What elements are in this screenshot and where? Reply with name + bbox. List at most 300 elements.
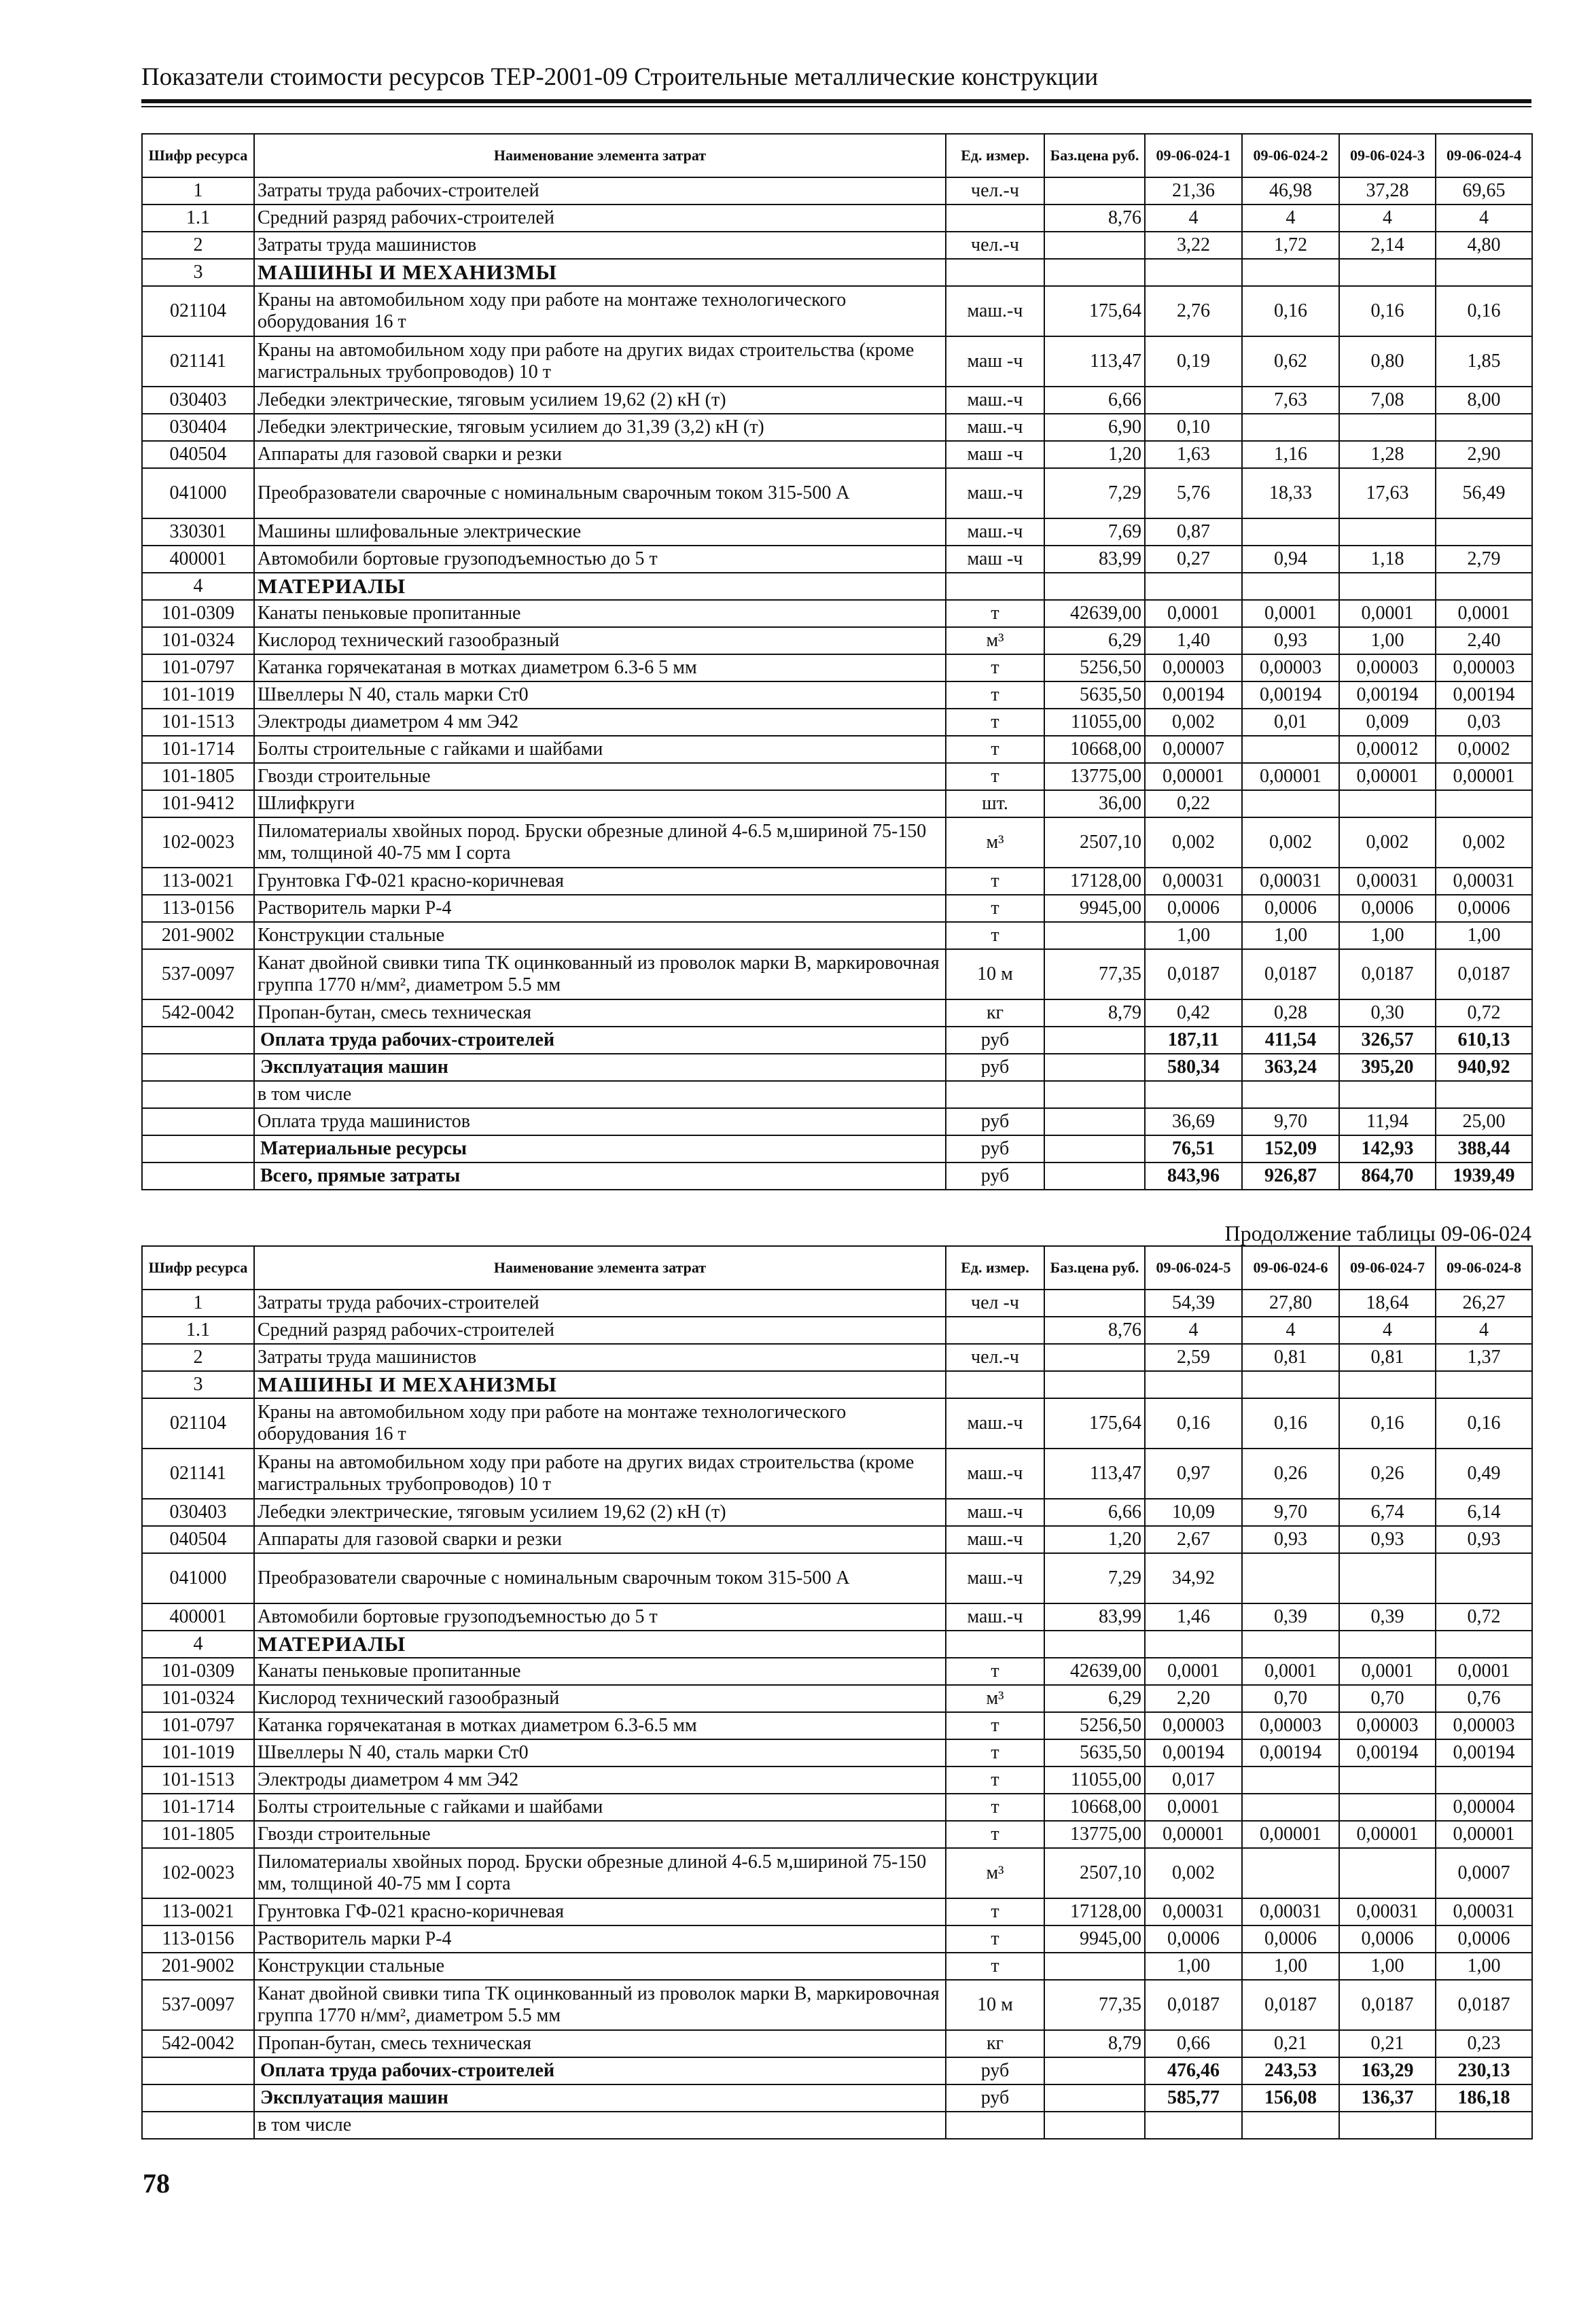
cell-value-1: 0,0187 xyxy=(1145,949,1242,999)
cell-price xyxy=(1044,177,1145,205)
header-col-3: 09-06-024-3 xyxy=(1339,134,1436,177)
cell-value-2: 0,00001 xyxy=(1242,763,1339,790)
cell-value-1: 76,51 xyxy=(1145,1135,1242,1162)
cell-value-2: 1,00 xyxy=(1242,922,1339,949)
cell-value-3: 864,70 xyxy=(1339,1162,1436,1190)
cell-value-2: 0,0001 xyxy=(1242,600,1339,627)
table-row xyxy=(142,868,1532,895)
cell-value-1 xyxy=(1145,1631,1242,1658)
cell-unit: т xyxy=(946,763,1044,790)
cell-value-2: 0,21 xyxy=(1242,2030,1339,2057)
table-row xyxy=(142,1108,1532,1135)
cell-name: Затраты труда машинистов xyxy=(254,1344,946,1371)
table-row xyxy=(142,573,1532,600)
table-row xyxy=(142,949,1532,999)
cell-value-2 xyxy=(1242,736,1339,763)
cell-value-1: 0,0001 xyxy=(1145,600,1242,627)
table-row xyxy=(142,468,1532,518)
table-header-row xyxy=(142,134,1532,177)
cell-code: 101-1714 xyxy=(142,1794,254,1821)
cell-unit: маш -ч xyxy=(946,441,1044,468)
cell-price: 5635,50 xyxy=(1044,1739,1145,1766)
table-row xyxy=(142,1054,1532,1081)
header-unit: Ед. измер. xyxy=(946,134,1044,177)
table-row xyxy=(142,232,1532,259)
cell-price xyxy=(1044,1162,1145,1190)
cell-value-1: 2,76 xyxy=(1145,286,1242,336)
cell-name: Кислород технический газообразный xyxy=(254,1685,946,1712)
cell-unit xyxy=(946,1081,1044,1108)
cell-value-1: 187,11 xyxy=(1145,1027,1242,1054)
cell-value-2: 4 xyxy=(1242,1317,1339,1344)
cell-value-4: 0,00001 xyxy=(1436,1821,1532,1848)
cell-code: 021141 xyxy=(142,336,254,387)
table-row xyxy=(142,1553,1532,1603)
cell-price: 8,76 xyxy=(1044,205,1145,232)
cell-code xyxy=(142,2112,254,2139)
cell-value-1: 0,002 xyxy=(1145,709,1242,736)
cell-value-4: 0,0187 xyxy=(1436,949,1532,999)
cell-price: 7,29 xyxy=(1044,468,1145,518)
cell-value-1: 0,22 xyxy=(1145,790,1242,817)
table-row xyxy=(142,654,1532,681)
cell-value-2: 152,09 xyxy=(1242,1135,1339,1162)
cell-value-3 xyxy=(1339,1631,1436,1658)
cell-price: 9945,00 xyxy=(1044,1925,1145,1953)
cell-value-4: 0,00194 xyxy=(1436,1739,1532,1766)
cell-code xyxy=(142,2057,254,2084)
cell-value-4: 0,00001 xyxy=(1436,763,1532,790)
cell-value-1: 843,96 xyxy=(1145,1162,1242,1190)
cell-value-1: 0,27 xyxy=(1145,546,1242,573)
cell-value-3: 1,00 xyxy=(1339,1953,1436,1980)
cell-price: 11055,00 xyxy=(1044,709,1145,736)
table-row xyxy=(142,1898,1532,1925)
cell-value-1: 476,46 xyxy=(1145,2057,1242,2084)
cell-name: Затраты труда машинистов xyxy=(254,232,946,259)
cell-unit xyxy=(946,205,1044,232)
cell-unit: т xyxy=(946,600,1044,627)
cell-value-2: 0,0187 xyxy=(1242,1980,1339,2030)
cell-price: 6,66 xyxy=(1044,387,1145,414)
cell-value-2 xyxy=(1242,1766,1339,1794)
cell-unit: маш.-ч xyxy=(946,1526,1044,1553)
cell-name: Грунтовка ГФ-021 красно-коричневая xyxy=(254,1898,946,1925)
cell-value-3 xyxy=(1339,790,1436,817)
cell-price xyxy=(1044,922,1145,949)
cell-value-2: 0,00003 xyxy=(1242,1712,1339,1739)
cell-value-2: 0,0187 xyxy=(1242,949,1339,999)
table-row xyxy=(142,441,1532,468)
table-row xyxy=(142,2112,1532,2139)
cell-value-1: 4 xyxy=(1145,205,1242,232)
cell-value-2: 46,98 xyxy=(1242,177,1339,205)
cell-value-4: 8,00 xyxy=(1436,387,1532,414)
header-col-1: 09-06-024-5 xyxy=(1145,1246,1242,1290)
cell-value-3: 0,93 xyxy=(1339,1526,1436,1553)
cell-value-3: 18,64 xyxy=(1339,1290,1436,1317)
cell-value-2: 0,16 xyxy=(1242,1398,1339,1449)
cell-name: Оплата труда машинистов xyxy=(254,1108,946,1135)
header-col-2: 09-06-024-6 xyxy=(1242,1246,1339,1290)
cell-unit: т xyxy=(946,868,1044,895)
cell-value-4 xyxy=(1436,1631,1532,1658)
cell-unit: кг xyxy=(946,2030,1044,2057)
cell-value-2: 0,002 xyxy=(1242,817,1339,868)
cell-code: 537-0097 xyxy=(142,949,254,999)
cell-price: 42639,00 xyxy=(1044,600,1145,627)
cell-code: 101-0797 xyxy=(142,654,254,681)
header-name: Наименование элемента затрат xyxy=(254,134,946,177)
table-row xyxy=(142,627,1532,654)
cell-price xyxy=(1044,1108,1145,1135)
cell-code: 537-0097 xyxy=(142,1980,254,2030)
cell-value-3: 0,00194 xyxy=(1339,681,1436,709)
cell-price: 83,99 xyxy=(1044,546,1145,573)
cell-value-1: 0,017 xyxy=(1145,1766,1242,1794)
cell-value-1: 0,002 xyxy=(1145,1848,1242,1898)
cell-price xyxy=(1044,259,1145,286)
cell-code xyxy=(142,1135,254,1162)
cell-value-3 xyxy=(1339,1371,1436,1398)
table-row xyxy=(142,1980,1532,2030)
cell-price: 13775,00 xyxy=(1044,763,1145,790)
cell-value-1 xyxy=(1145,1371,1242,1398)
cell-unit: чел.-ч xyxy=(946,1344,1044,1371)
table-row xyxy=(142,546,1532,573)
table-row xyxy=(142,2030,1532,2057)
cell-price: 83,99 xyxy=(1044,1603,1145,1631)
cell-value-4: 2,90 xyxy=(1436,441,1532,468)
table-row xyxy=(142,205,1532,232)
table-row xyxy=(142,414,1532,441)
cell-price: 175,64 xyxy=(1044,286,1145,336)
cell-value-4: 0,002 xyxy=(1436,817,1532,868)
cell-code: 542-0042 xyxy=(142,2030,254,2057)
cell-value-1: 0,42 xyxy=(1145,999,1242,1027)
cell-price xyxy=(1044,2084,1145,2112)
page-number: 78 xyxy=(143,2168,170,2199)
cell-unit: маш -ч xyxy=(946,546,1044,573)
cell-price: 5256,50 xyxy=(1044,1712,1145,1739)
cell-value-2: 0,0006 xyxy=(1242,895,1339,922)
cell-value-3: 0,00003 xyxy=(1339,654,1436,681)
cell-unit: кг xyxy=(946,999,1044,1027)
cell-value-3 xyxy=(1339,518,1436,546)
cell-unit: руб xyxy=(946,1054,1044,1081)
cell-code: 201-9002 xyxy=(142,1953,254,1980)
cell-value-2: 0,94 xyxy=(1242,546,1339,573)
cell-value-4 xyxy=(1436,259,1532,286)
cell-name: Растворитель марки Р-4 xyxy=(254,1925,946,1953)
cell-value-3: 0,16 xyxy=(1339,286,1436,336)
cell-price: 6,29 xyxy=(1044,1685,1145,1712)
cell-value-1: 2,20 xyxy=(1145,1685,1242,1712)
cell-value-3 xyxy=(1339,414,1436,441)
cell-value-1: 10,09 xyxy=(1145,1499,1242,1526)
cell-price: 6,29 xyxy=(1044,627,1145,654)
cell-value-2: 0,00194 xyxy=(1242,681,1339,709)
cell-value-4: 0,00194 xyxy=(1436,681,1532,709)
table-row xyxy=(142,518,1532,546)
cell-value-2: 1,16 xyxy=(1242,441,1339,468)
cell-value-2: 0,01 xyxy=(1242,709,1339,736)
table-row xyxy=(142,259,1532,286)
cell-value-4 xyxy=(1436,1371,1532,1398)
cell-code: 101-0324 xyxy=(142,1685,254,1712)
cell-value-3: 0,80 xyxy=(1339,336,1436,387)
cell-value-4: 0,72 xyxy=(1436,1603,1532,1631)
header-col-1: 09-06-024-1 xyxy=(1145,134,1242,177)
cell-code: 040504 xyxy=(142,441,254,468)
cell-price xyxy=(1044,1290,1145,1317)
cell-price xyxy=(1044,1135,1145,1162)
cell-value-4: 26,27 xyxy=(1436,1290,1532,1317)
table-row xyxy=(142,922,1532,949)
cell-value-4: 1,85 xyxy=(1436,336,1532,387)
cell-unit xyxy=(946,1317,1044,1344)
cell-code: 102-0023 xyxy=(142,1848,254,1898)
cell-name: Электроды диаметром 4 мм Э42 xyxy=(254,1766,946,1794)
cell-value-1: 580,34 xyxy=(1145,1054,1242,1081)
cell-unit: руб xyxy=(946,2084,1044,2112)
cell-value-3 xyxy=(1339,1553,1436,1603)
cell-value-2 xyxy=(1242,518,1339,546)
cell-value-1: 0,0006 xyxy=(1145,1925,1242,1953)
cell-value-1: 1,00 xyxy=(1145,1953,1242,1980)
table-row xyxy=(142,1739,1532,1766)
cell-unit: маш.-ч xyxy=(946,518,1044,546)
cell-price xyxy=(1044,573,1145,600)
cell-value-1: 1,46 xyxy=(1145,1603,1242,1631)
cell-name: Средний разряд рабочих-строителей xyxy=(254,205,946,232)
cell-unit: руб xyxy=(946,1108,1044,1135)
cell-value-4: 0,93 xyxy=(1436,1526,1532,1553)
table-row xyxy=(142,387,1532,414)
cell-value-3: 0,009 xyxy=(1339,709,1436,736)
cell-value-3: 4 xyxy=(1339,1317,1436,1344)
cell-name: Шлифкруги xyxy=(254,790,946,817)
cell-code: 041000 xyxy=(142,468,254,518)
cell-code: 1.1 xyxy=(142,1317,254,1344)
cell-value-4: 2,40 xyxy=(1436,627,1532,654)
table-row xyxy=(142,1848,1532,1898)
cell-unit: т xyxy=(946,736,1044,763)
cell-unit: маш.-ч xyxy=(946,414,1044,441)
cell-value-4: 0,0187 xyxy=(1436,1980,1532,2030)
cell-unit xyxy=(946,1631,1044,1658)
cell-value-2 xyxy=(1242,790,1339,817)
cell-name: Краны на автомобильном ходу при работе на монтаже технологического оборудования 16 т xyxy=(254,1398,946,1449)
cell-value-1: 0,0001 xyxy=(1145,1794,1242,1821)
table-row xyxy=(142,1317,1532,1344)
cell-value-3: 0,16 xyxy=(1339,1398,1436,1449)
cell-value-3: 1,18 xyxy=(1339,546,1436,573)
cell-value-1: 1,00 xyxy=(1145,922,1242,949)
cell-value-3: 0,0001 xyxy=(1339,600,1436,627)
cell-price: 5635,50 xyxy=(1044,681,1145,709)
cell-unit: маш.-ч xyxy=(946,1398,1044,1449)
cell-value-4: 56,49 xyxy=(1436,468,1532,518)
cell-value-1: 1,63 xyxy=(1145,441,1242,468)
cell-price xyxy=(1044,2112,1145,2139)
cell-name: МАТЕРИАЛЫ xyxy=(254,1631,946,1658)
cell-value-2 xyxy=(1242,1081,1339,1108)
page-header: Показатели стоимости ресурсов ТЕР-2001-09 Строительные металлические конструкции xyxy=(141,63,1099,91)
cell-code: 101-0309 xyxy=(142,600,254,627)
cell-name: МАШИНЫ И МЕХАНИЗМЫ xyxy=(254,1371,946,1398)
cell-code: 101-1805 xyxy=(142,763,254,790)
table-row xyxy=(142,790,1532,817)
cell-unit: м³ xyxy=(946,1848,1044,1898)
cell-value-1: 0,97 xyxy=(1145,1449,1242,1499)
cell-code: 030403 xyxy=(142,387,254,414)
cell-name: Лебедки электрические, тяговым усилием 19,62 (2) кН (т) xyxy=(254,387,946,414)
cell-code: 021141 xyxy=(142,1449,254,1499)
cell-value-3: 37,28 xyxy=(1339,177,1436,205)
cell-unit: м³ xyxy=(946,627,1044,654)
cell-value-1: 0,0187 xyxy=(1145,1980,1242,2030)
table-row xyxy=(142,817,1532,868)
cell-value-3: 4 xyxy=(1339,205,1436,232)
cell-price: 10668,00 xyxy=(1044,1794,1145,1821)
cell-value-2: 0,93 xyxy=(1242,627,1339,654)
cell-code: 102-0023 xyxy=(142,817,254,868)
cell-name: Всего, прямые затраты xyxy=(254,1162,946,1190)
cell-price xyxy=(1044,1953,1145,1980)
cell-name: Пропан-бутан, смесь техническая xyxy=(254,999,946,1027)
cell-name: Конструкции стальные xyxy=(254,922,946,949)
cell-code: 113-0156 xyxy=(142,895,254,922)
cell-value-3: 0,00031 xyxy=(1339,1898,1436,1925)
cell-value-2: 0,62 xyxy=(1242,336,1339,387)
cell-value-1: 2,59 xyxy=(1145,1344,1242,1371)
cell-value-4: 0,72 xyxy=(1436,999,1532,1027)
cell-name: Материальные ресурсы xyxy=(254,1135,946,1162)
cell-name: Растворитель марки Р-4 xyxy=(254,895,946,922)
cell-name: Болты строительные с гайками и шайбами xyxy=(254,1794,946,1821)
cell-value-1: 0,00007 xyxy=(1145,736,1242,763)
cell-value-1: 0,87 xyxy=(1145,518,1242,546)
cell-price: 42639,00 xyxy=(1044,1658,1145,1685)
table-row xyxy=(142,2057,1532,2084)
cell-name: Пропан-бутан, смесь техническая xyxy=(254,2030,946,2057)
table-row xyxy=(142,336,1532,387)
cell-value-1: 0,00003 xyxy=(1145,1712,1242,1739)
table-row xyxy=(142,1449,1532,1499)
cell-code: 4 xyxy=(142,1631,254,1658)
cell-value-2: 0,00001 xyxy=(1242,1821,1339,1848)
cell-name: Краны на автомобильном ходу при работе на других видах строительства (кроме магистральных трубопроводов) 10 т xyxy=(254,1449,946,1499)
cell-code: 113-0156 xyxy=(142,1925,254,1953)
cell-value-3: 0,002 xyxy=(1339,817,1436,868)
cell-price: 2507,10 xyxy=(1044,817,1145,868)
cell-unit: чел.-ч xyxy=(946,177,1044,205)
cell-code: 113-0021 xyxy=(142,868,254,895)
cell-value-1: 0,16 xyxy=(1145,1398,1242,1449)
cell-value-3: 0,00031 xyxy=(1339,868,1436,895)
cell-value-4: 388,44 xyxy=(1436,1135,1532,1162)
cell-code: 201-9002 xyxy=(142,922,254,949)
cell-value-3 xyxy=(1339,2112,1436,2139)
table-row xyxy=(142,1135,1532,1162)
cell-value-2: 243,53 xyxy=(1242,2057,1339,2084)
cell-value-4: 0,00003 xyxy=(1436,654,1532,681)
cell-value-4: 6,14 xyxy=(1436,1499,1532,1526)
cell-code: 2 xyxy=(142,232,254,259)
cell-value-3: 0,00001 xyxy=(1339,763,1436,790)
cell-value-1: 0,00194 xyxy=(1145,681,1242,709)
cell-code: 030404 xyxy=(142,414,254,441)
cell-value-3: 0,21 xyxy=(1339,2030,1436,2057)
cell-name: МАТЕРИАЛЫ xyxy=(254,573,946,600)
cell-price: 17128,00 xyxy=(1044,868,1145,895)
cell-name: Гвозди строительные xyxy=(254,1821,946,1848)
cell-name: Канаты пеньковые пропитанные xyxy=(254,600,946,627)
cell-price: 17128,00 xyxy=(1044,1898,1145,1925)
cell-code xyxy=(142,1108,254,1135)
table-row xyxy=(142,1081,1532,1108)
cell-code: 101-1714 xyxy=(142,736,254,763)
cell-code: 021104 xyxy=(142,286,254,336)
cell-name: Затраты труда рабочих-строителей xyxy=(254,177,946,205)
cell-value-4: 2,79 xyxy=(1436,546,1532,573)
cell-value-2: 0,70 xyxy=(1242,1685,1339,1712)
header-name: Наименование элемента затрат xyxy=(254,1246,946,1290)
cell-value-4: 0,00003 xyxy=(1436,1712,1532,1739)
header-price: Баз.цена руб. xyxy=(1044,134,1145,177)
cell-price: 8,76 xyxy=(1044,1317,1145,1344)
cell-value-2 xyxy=(1242,573,1339,600)
cell-value-4: 4,80 xyxy=(1436,232,1532,259)
cell-code: 1 xyxy=(142,177,254,205)
table-row xyxy=(142,763,1532,790)
cell-value-1: 2,67 xyxy=(1145,1526,1242,1553)
cell-code: 101-1513 xyxy=(142,709,254,736)
table-row xyxy=(142,1925,1532,1953)
table-row xyxy=(142,709,1532,736)
cell-unit: т xyxy=(946,922,1044,949)
cell-name: Катанка горячекатаная в мотках диаметром 6.3-6.5 мм xyxy=(254,1712,946,1739)
cell-unit: маш.-ч xyxy=(946,1553,1044,1603)
cell-value-1: 4 xyxy=(1145,1317,1242,1344)
cell-code: 101-1019 xyxy=(142,681,254,709)
cell-value-4 xyxy=(1436,1766,1532,1794)
table-row xyxy=(142,286,1532,336)
cell-code: 3 xyxy=(142,1371,254,1398)
cell-code: 101-0797 xyxy=(142,1712,254,1739)
cell-code: 101-1805 xyxy=(142,1821,254,1848)
cell-code: 542-0042 xyxy=(142,999,254,1027)
cell-price xyxy=(1044,1081,1145,1108)
cell-price: 113,47 xyxy=(1044,336,1145,387)
cell-value-3: 1,28 xyxy=(1339,441,1436,468)
cell-value-3: 1,00 xyxy=(1339,627,1436,654)
cell-value-3: 1,00 xyxy=(1339,922,1436,949)
cell-value-2 xyxy=(1242,414,1339,441)
cell-price: 77,35 xyxy=(1044,949,1145,999)
continuation-caption: Продолжение таблицы 09-06-024 xyxy=(1224,1221,1531,1245)
table-row xyxy=(142,999,1532,1027)
cell-value-2: 156,08 xyxy=(1242,2084,1339,2112)
cell-value-3 xyxy=(1339,1848,1436,1898)
cell-value-2: 363,24 xyxy=(1242,1054,1339,1081)
header-col-4: 09-06-024-8 xyxy=(1436,1246,1532,1290)
cell-name: Канат двойной свивки типа ТК оцинкованный из проволок марки В, маркировочная группа 1770 н/мм², диаметром 5.5 мм xyxy=(254,1980,946,2030)
cell-value-4: 0,0006 xyxy=(1436,895,1532,922)
cell-value-4: 940,92 xyxy=(1436,1054,1532,1081)
cell-value-1: 0,19 xyxy=(1145,336,1242,387)
